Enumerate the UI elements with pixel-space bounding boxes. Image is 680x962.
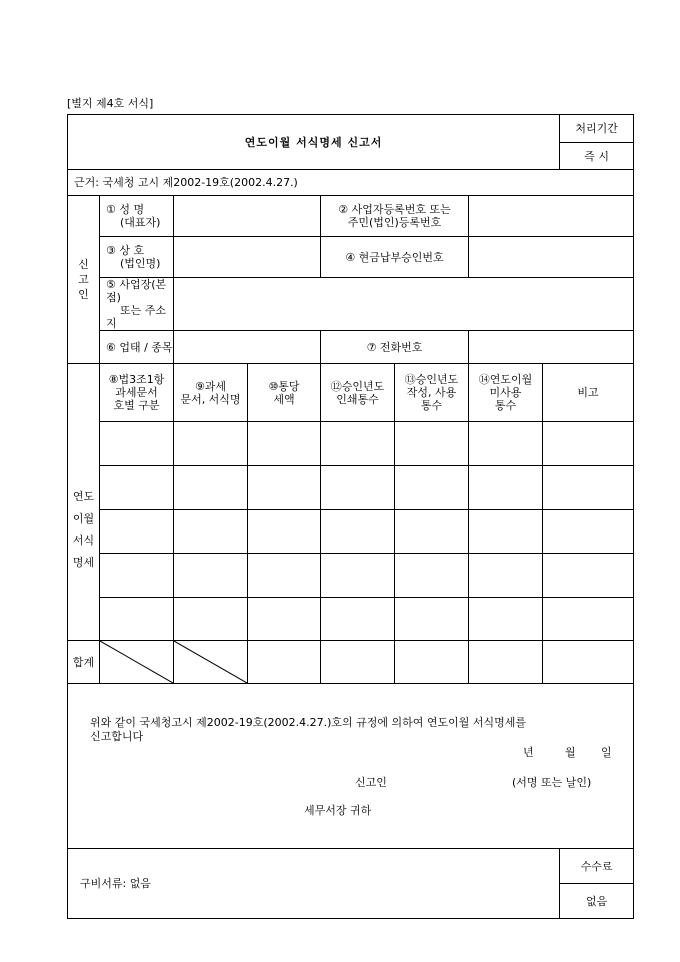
cell[interactable] bbox=[469, 598, 543, 641]
cell[interactable] bbox=[174, 422, 248, 466]
header-tax-per-copy: ⑩통당 세액 bbox=[248, 364, 321, 422]
header-tax-doc-category: ⑧법3조1항 과세문서 호별 구분 bbox=[100, 364, 174, 422]
total-label: 합계 bbox=[68, 641, 100, 684]
processing-period-value: 즉 시 bbox=[560, 143, 634, 170]
fee-value: 없음 bbox=[560, 884, 634, 919]
address-label: ⑤ 사업장(본점) 또는 주소지 bbox=[100, 278, 174, 331]
name-label: ① 성 명 (대표자) bbox=[100, 196, 174, 237]
cell[interactable] bbox=[100, 422, 174, 466]
declaration-statement bbox=[68, 684, 634, 849]
cell[interactable] bbox=[100, 466, 174, 510]
business-reg-number-label: ② 사업자등록번호 또는 주민(법인)등록번호 bbox=[321, 196, 469, 237]
cell[interactable] bbox=[321, 422, 395, 466]
total-used-count-cell[interactable] bbox=[395, 641, 469, 684]
cell[interactable] bbox=[174, 598, 248, 641]
total-unused-count-cell[interactable] bbox=[469, 641, 543, 684]
sign-hint: (서명 또는 날인) bbox=[512, 776, 592, 789]
cell[interactable] bbox=[321, 466, 395, 510]
statement-line-2: 신고합니다 bbox=[90, 730, 144, 743]
required-docs: 구비서류: 없음 bbox=[68, 849, 560, 919]
cell[interactable] bbox=[395, 466, 469, 510]
cell[interactable] bbox=[469, 422, 543, 466]
cell[interactable] bbox=[174, 466, 248, 510]
cell[interactable] bbox=[395, 510, 469, 554]
detail-section-label: 연도 이월 서식 명세 bbox=[68, 364, 100, 641]
report-form bbox=[67, 114, 634, 919]
cell[interactable] bbox=[469, 466, 543, 510]
total-remarks-cell[interactable] bbox=[543, 641, 634, 684]
cell[interactable] bbox=[248, 422, 321, 466]
cell[interactable] bbox=[174, 510, 248, 554]
cell[interactable] bbox=[248, 554, 321, 598]
cell[interactable] bbox=[100, 554, 174, 598]
cell[interactable] bbox=[543, 466, 634, 510]
cell[interactable] bbox=[100, 598, 174, 641]
statement-line-1: 위와 같이 국세청고시 제2002-19호(2002.4.27.)호의 규정에 의하여 연도이월 서식명세를 bbox=[90, 716, 527, 729]
total-docname-slash bbox=[174, 641, 248, 684]
address-field[interactable] bbox=[174, 278, 634, 331]
total-tax-cell[interactable] bbox=[248, 641, 321, 684]
total-category-slash bbox=[100, 641, 174, 684]
header-remarks: 비고 bbox=[543, 364, 634, 422]
header-tax-doc-name: ⑨과세 문서, 서식명 bbox=[174, 364, 248, 422]
header-carryover-unused-count: ⑭연도이월 미사용 통수 bbox=[469, 364, 543, 422]
total-print-count-cell[interactable] bbox=[321, 641, 395, 684]
company-name-label: ③ 상 호 (법인명) bbox=[100, 237, 174, 278]
form-title: 연도이월 서식명세 신고서 bbox=[68, 115, 560, 170]
cell[interactable] bbox=[543, 422, 634, 466]
cell[interactable] bbox=[543, 510, 634, 554]
cell[interactable] bbox=[395, 554, 469, 598]
cash-payment-approval-label: ④ 현금납부승인번호 bbox=[321, 237, 469, 278]
cell[interactable] bbox=[543, 598, 634, 641]
table-row bbox=[68, 466, 634, 510]
business-type-label: ⑥ 업태 / 종목 bbox=[100, 331, 174, 364]
table-row bbox=[68, 554, 634, 598]
cell[interactable] bbox=[321, 510, 395, 554]
cell[interactable] bbox=[469, 510, 543, 554]
table-row bbox=[68, 510, 634, 554]
company-name-field[interactable] bbox=[174, 237, 321, 278]
date-day: 일 bbox=[601, 746, 612, 759]
table-row bbox=[68, 598, 634, 641]
cell[interactable] bbox=[248, 510, 321, 554]
reporter-section-label: 신 고 인 bbox=[68, 196, 100, 364]
total-row bbox=[68, 641, 634, 684]
phone-label: ⑦ 전화번호 bbox=[321, 331, 469, 364]
fee-label: 수수료 bbox=[560, 849, 634, 884]
processing-period-label: 처리기간 bbox=[560, 115, 634, 143]
name-field[interactable] bbox=[174, 196, 321, 237]
cell[interactable] bbox=[543, 554, 634, 598]
date-month: 월 bbox=[565, 746, 576, 759]
cell[interactable] bbox=[321, 598, 395, 641]
basis-text: 근거: 국세청 고시 제2002-19호(2002.4.27.) bbox=[68, 170, 634, 196]
cash-payment-approval-field[interactable] bbox=[469, 237, 634, 278]
business-type-field[interactable] bbox=[174, 331, 321, 364]
cell[interactable] bbox=[321, 554, 395, 598]
recipient-text: 세무서장 귀하 bbox=[304, 804, 372, 817]
phone-field[interactable] bbox=[469, 331, 634, 364]
business-reg-number-field[interactable] bbox=[469, 196, 634, 237]
cell[interactable] bbox=[395, 598, 469, 641]
cell[interactable] bbox=[469, 554, 543, 598]
signer-label: 신고인 bbox=[355, 776, 387, 789]
cell[interactable] bbox=[174, 554, 248, 598]
cell[interactable] bbox=[248, 598, 321, 641]
cell[interactable] bbox=[395, 422, 469, 466]
table-row bbox=[68, 422, 634, 466]
date-year: 년 bbox=[523, 746, 534, 759]
cell[interactable] bbox=[100, 510, 174, 554]
cell[interactable] bbox=[248, 466, 321, 510]
header-approved-used-count: ⑬승인년도 작성, 사용 통수 bbox=[395, 364, 469, 422]
form-number-label: [별지 제4호 서식] bbox=[67, 97, 154, 110]
header-approved-print-count: ⑫승인년도 인쇄통수 bbox=[321, 364, 395, 422]
